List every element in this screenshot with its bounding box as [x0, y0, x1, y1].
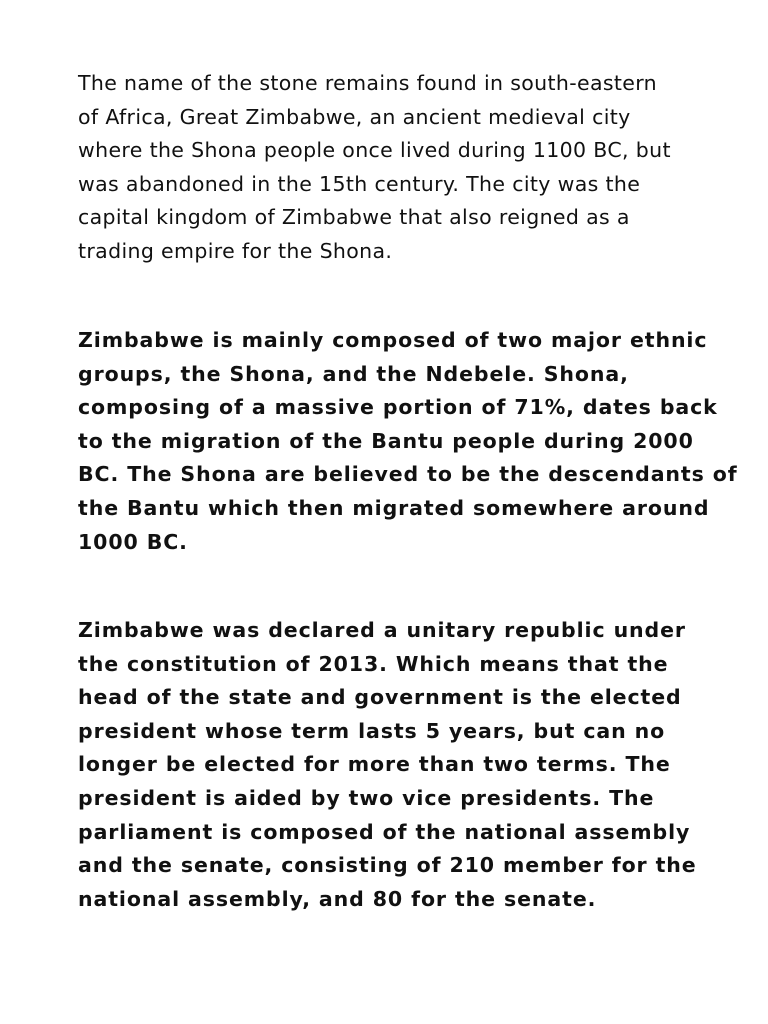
- text-line: national assembly, and 80 for the senate.: [78, 886, 597, 911]
- text-line: trading empire for the Shona.: [78, 238, 393, 263]
- text-line: longer be elected for more than two terms. The: [78, 752, 671, 777]
- text-line: Zimbabwe is mainly composed of two major ethnic: [78, 328, 708, 352]
- text-line: president is aided by two vice presidents. The: [78, 785, 655, 810]
- text-line: parliament is composed of the national assembly: [78, 819, 691, 844]
- text-line: BC. The Shona are believed to be the descendants of: [78, 462, 738, 487]
- text-line: was abandoned in the 15th century. The city was the: [78, 171, 641, 196]
- text-line: 1000 BC.: [78, 529, 188, 554]
- text-line: The name of the stone remains found in south-eastern: [78, 71, 658, 95]
- text-line: president whose term lasts 5 years, but can no: [78, 718, 666, 743]
- text-line: of Africa, Great Zimbabwe, an ancient medieval city: [78, 104, 631, 129]
- paragraph-government: [78, 614, 718, 916]
- text-line: head of the state and government is the elected: [78, 685, 682, 710]
- text-line: groups, the Shona, and the Ndebele. Shona,: [78, 361, 629, 386]
- text-line: where the Shona people once lived during 1100 BC, but: [78, 138, 671, 163]
- text-line: and the senate, consisting of 210 member for the: [78, 853, 697, 878]
- text-line: capital kingdom of Zimbabwe that also reigned as a: [78, 205, 630, 230]
- paragraph-great-zimbabwe: [78, 67, 718, 269]
- text-line: composing of a massive portion of 71%, dates back: [78, 395, 718, 420]
- text-line: the Bantu which then migrated somewhere around: [78, 495, 710, 520]
- text-line: Zimbabwe was declared a unitary republic under: [78, 618, 686, 642]
- text-line: the constitution of 2013. Which means that the: [78, 651, 669, 676]
- paragraph-ethnic-groups: [78, 324, 738, 559]
- text-line: to the migration of the Bantu people during 2000: [78, 428, 694, 453]
